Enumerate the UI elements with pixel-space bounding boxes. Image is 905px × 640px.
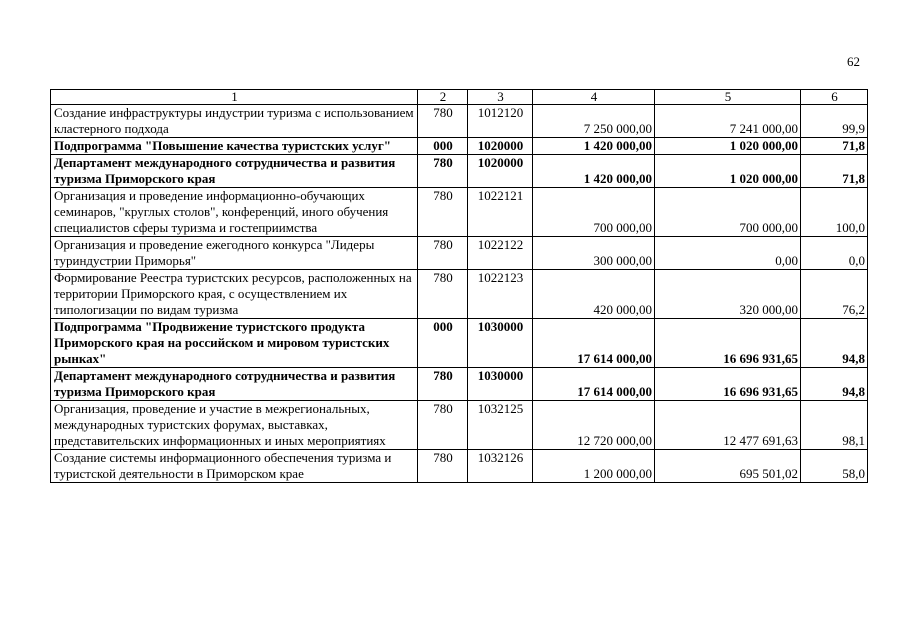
row-executed-amount-cell: 1 020 000,00	[655, 155, 801, 188]
column-header: 4	[533, 90, 655, 105]
row-name-cell: Подпрограмма "Повышение качества туристских услуг"	[51, 138, 418, 155]
row-executed-amount-cell: 695 501,02	[655, 450, 801, 483]
row-org-code-cell: 000	[418, 138, 468, 155]
row-execution-percent-cell: 94,8	[801, 368, 868, 401]
row-org-code-cell: 780	[418, 401, 468, 450]
row-name-cell: Организация, проведение и участие в межрегиональных, международных туристских форумах, выставках, представительских информационных и иных мероприятиях	[51, 401, 418, 450]
row-planned-amount-cell: 1 420 000,00	[533, 155, 655, 188]
row-executed-amount-cell: 0,00	[655, 237, 801, 270]
row-target-code-cell: 1022123	[468, 270, 533, 319]
row-planned-amount-cell: 420 000,00	[533, 270, 655, 319]
column-header: 1	[51, 90, 418, 105]
row-execution-percent-cell: 99,9	[801, 105, 868, 138]
row-executed-amount-cell: 700 000,00	[655, 188, 801, 237]
row-executed-amount-cell: 1 020 000,00	[655, 138, 801, 155]
row-target-code-cell: 1022121	[468, 188, 533, 237]
row-name-cell: Формирование Реестра туристских ресурсов, расположенных на территории Приморского края, с осуществлением их типологизации по видам туризма	[51, 270, 418, 319]
row-name-cell: Организация и проведение ежегодного конкурса "Лидеры туриндустрии Приморья"	[51, 237, 418, 270]
row-target-code-cell: 1020000	[468, 155, 533, 188]
table-row	[51, 188, 868, 237]
table-row	[51, 105, 868, 138]
table-row	[51, 155, 868, 188]
row-execution-percent-cell: 94,8	[801, 319, 868, 368]
row-execution-percent-cell: 71,8	[801, 155, 868, 188]
table-row	[51, 450, 868, 483]
row-org-code-cell: 780	[418, 270, 468, 319]
row-target-code-cell: 1032125	[468, 401, 533, 450]
row-executed-amount-cell: 7 241 000,00	[655, 105, 801, 138]
row-planned-amount-cell: 1 420 000,00	[533, 138, 655, 155]
table-row	[51, 237, 868, 270]
column-header: 2	[418, 90, 468, 105]
table-row	[51, 319, 868, 368]
row-name-cell: Подпрограмма "Продвижение туристского продукта Приморского края на российском и мировом туристских рынках"	[51, 319, 418, 368]
row-planned-amount-cell: 1 200 000,00	[533, 450, 655, 483]
row-target-code-cell: 1020000	[468, 138, 533, 155]
page-number: 62	[847, 54, 860, 69]
column-header: 5	[655, 90, 801, 105]
row-target-code-cell: 1032126	[468, 450, 533, 483]
row-org-code-cell: 780	[418, 105, 468, 138]
row-planned-amount-cell: 300 000,00	[533, 237, 655, 270]
row-org-code-cell: 780	[418, 237, 468, 270]
row-org-code-cell: 780	[418, 450, 468, 483]
row-executed-amount-cell: 12 477 691,63	[655, 401, 801, 450]
table-row	[51, 401, 868, 450]
row-execution-percent-cell: 98,1	[801, 401, 868, 450]
column-header: 6	[801, 90, 868, 105]
row-execution-percent-cell: 0,0	[801, 237, 868, 270]
row-target-code-cell: 1030000	[468, 368, 533, 401]
row-executed-amount-cell: 16 696 931,65	[655, 319, 801, 368]
row-name-cell: Департамент международного сотрудничества и развития туризма Приморского края	[51, 155, 418, 188]
table-row	[51, 368, 868, 401]
row-name-cell: Создание инфраструктуры индустрии туризма с использованием кластерного подхода	[51, 105, 418, 138]
row-planned-amount-cell: 700 000,00	[533, 188, 655, 237]
row-execution-percent-cell: 58,0	[801, 450, 868, 483]
table-row	[51, 138, 868, 155]
row-execution-percent-cell: 71,8	[801, 138, 868, 155]
row-target-code-cell: 1022122	[468, 237, 533, 270]
row-name-cell: Организация и проведение информационно-обучающих семинаров, "круглых столов", конференций, иного обучения специалистов сферы туризма и гостеприимства	[51, 188, 418, 237]
table-header-row	[51, 90, 868, 105]
row-execution-percent-cell: 100,0	[801, 188, 868, 237]
row-org-code-cell: 780	[418, 188, 468, 237]
row-org-code-cell: 000	[418, 319, 468, 368]
row-planned-amount-cell: 17 614 000,00	[533, 319, 655, 368]
table-row	[51, 270, 868, 319]
row-org-code-cell: 780	[418, 155, 468, 188]
row-planned-amount-cell: 7 250 000,00	[533, 105, 655, 138]
row-planned-amount-cell: 12 720 000,00	[533, 401, 655, 450]
row-executed-amount-cell: 16 696 931,65	[655, 368, 801, 401]
row-executed-amount-cell: 320 000,00	[655, 270, 801, 319]
column-header: 3	[468, 90, 533, 105]
row-execution-percent-cell: 76,2	[801, 270, 868, 319]
row-org-code-cell: 780	[418, 368, 468, 401]
row-name-cell: Создание системы информационного обеспечения туризма и туристской деятельности в Приморском крае	[51, 450, 418, 483]
row-target-code-cell: 1012120	[468, 105, 533, 138]
budget-execution-table	[50, 89, 868, 483]
row-name-cell: Департамент международного сотрудничества и развития туризма Приморского края	[51, 368, 418, 401]
row-planned-amount-cell: 17 614 000,00	[533, 368, 655, 401]
row-target-code-cell: 1030000	[468, 319, 533, 368]
